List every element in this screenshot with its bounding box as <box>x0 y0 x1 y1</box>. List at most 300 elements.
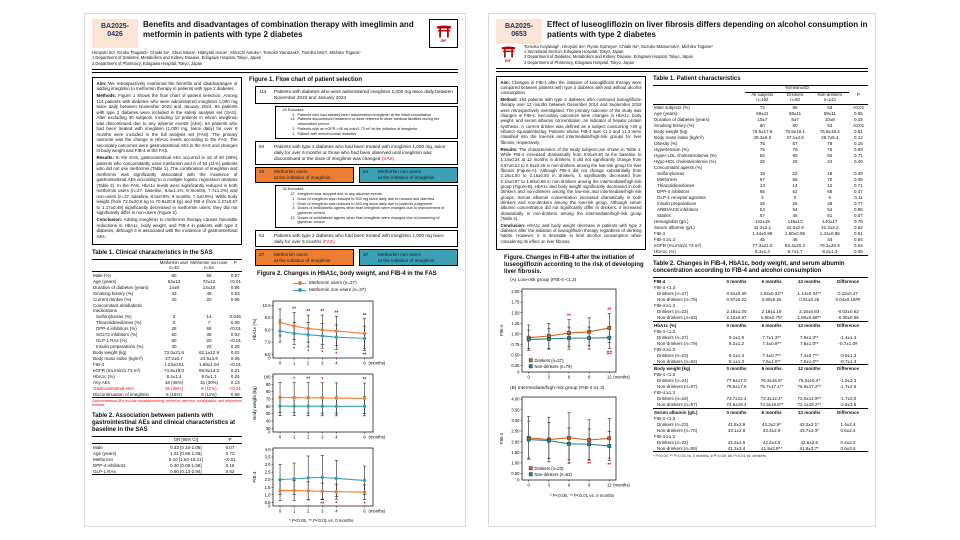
table-cell: 0.15 <box>854 117 863 123</box>
table-cell: 80 <box>792 123 798 129</box>
table-cell <box>159 302 190 313</box>
table-cell: -0.02±0.52 <box>837 309 859 315</box>
svg-text:1.25: 1.25 <box>511 320 520 326</box>
table-cell: Non-drinkers (n=79) <box>657 297 698 303</box>
svg-text:9: 9 <box>587 374 591 380</box>
table-cell: eGFR (mL/min/1.73 m²) <box>93 367 141 373</box>
table-cell: 72.0±12.9** <box>797 396 821 402</box>
table-cell: 0.84 <box>854 237 863 243</box>
svg-text:**: ** <box>362 376 367 383</box>
svg-text:HbA1c (%): HbA1c (%) <box>252 318 257 341</box>
left-poster-right-column <box>249 77 458 523</box>
table-cell: <0.01 <box>229 361 241 367</box>
table-cell: 73.7±12.4 <box>726 396 747 402</box>
table-cell: 43.1±2.8 <box>727 427 746 433</box>
teal-line-swatch <box>293 289 306 292</box>
svg-text:(months): (months) <box>368 360 386 366</box>
excluded-item: 1 Dose of imeglimin was reduced to 500 mg twice daily due to nausea and diarrhea <box>292 196 435 201</box>
table-cell: FIB-4 <1.3 <box>654 415 676 421</box>
table-cell <box>189 302 228 313</box>
table-cell: Hypo-HDL cholesterolemia (%) <box>654 159 716 165</box>
table-cell: 0.60 [0.13-2.94] <box>170 468 202 474</box>
table-cell: 9.1±1.9 <box>729 334 744 340</box>
svg-text:**: ** <box>334 310 339 317</box>
svg-text:4.0: 4.0 <box>264 446 271 452</box>
table-cell: 63 <box>827 105 833 111</box>
svg-text:*: * <box>321 376 324 383</box>
table-cell: 72.1±18.2** <box>797 402 821 408</box>
table-cell: 58±11 <box>788 111 802 117</box>
table-cell: 43.7±3.3* <box>799 427 819 433</box>
table-cell: 60 <box>171 331 177 337</box>
table-cell: 12 months <box>790 408 828 415</box>
table-cell: 18 (45%) <box>164 379 184 385</box>
flow-box-114 <box>255 86 458 104</box>
table-header-cell: P <box>218 437 242 444</box>
svg-text:1: 1 <box>292 508 296 514</box>
table-cell: 77.6±17.0 <box>726 378 747 384</box>
table-cell: 20 <box>206 337 212 343</box>
table-cell: Drinkers (n=24) <box>657 378 689 384</box>
table-cell: 0.86 <box>230 284 240 290</box>
table-cell: 54 <box>792 207 798 213</box>
table-cell: DPP-4 inhibitors <box>657 189 690 195</box>
table-cell: Non-drinkers (n=62) <box>657 358 698 364</box>
table-cell: 1.80±0.68** <box>797 315 821 321</box>
metformin-users-box: 40 Metformin users at the initiation of imeglimin <box>255 167 354 183</box>
table-cell: Drinkers (n=22) <box>657 439 689 445</box>
flow-excluded-20 <box>275 106 458 139</box>
table-cell: 6 (15%) <box>166 391 182 397</box>
table-cell: 83.4±20.3 <box>785 243 806 249</box>
table-cell: 69 <box>206 325 212 331</box>
table-cell: 0 months <box>720 278 753 285</box>
table-row <box>653 278 868 285</box>
table-cell: 12 months <box>790 278 828 285</box>
svg-text:0.75: 0.75 <box>511 342 520 348</box>
right-figure-footnote: * P<0.05, ** P<0.01 vs. 0 months <box>550 493 615 499</box>
figure2-footnote: * P<0.05, ** P<0.01 vs. 0 months <box>289 517 354 523</box>
svg-text:6.0: 6.0 <box>264 351 271 357</box>
svg-text:6: 6 <box>363 434 366 440</box>
svg-text:1.00: 1.00 <box>511 331 520 337</box>
right-id-line1: BA2025- <box>504 23 533 30</box>
table-cell: <0.01 <box>852 105 865 111</box>
svg-text:12: 12 <box>606 374 612 380</box>
left-abstract-box <box>92 77 242 245</box>
svg-text:2: 2 <box>307 508 310 514</box>
table-cell: 0.24 <box>230 373 240 379</box>
table-cell: FIB-4 <1.3 <box>654 372 676 378</box>
fib4-highrisk-chart <box>498 392 648 492</box>
table-cell: 42.6±2.6 <box>800 439 818 445</box>
table-cell: 13 <box>759 183 765 189</box>
table-cell: 59±11 <box>823 111 836 117</box>
table-cell: FIB-4 ≥1.3 <box>654 390 675 396</box>
table-cell: 14 <box>206 313 212 319</box>
table-cell: 12 months <box>790 321 828 328</box>
table-cell: SGLT2 inhibitors (%) <box>96 331 138 337</box>
flow-count: 94 <box>259 143 265 149</box>
table-cell: 22 <box>792 171 798 177</box>
table-header-cell: Metformin user n=40 <box>159 259 189 270</box>
table-cell: 1.01 [0.96-1.06] <box>170 450 202 456</box>
table-cell: 43 <box>171 290 177 296</box>
table-cell: 43.4±2.9 <box>762 427 781 433</box>
flow-text: Patients with type 2 diabetes who had been treated with imeglimin 1,000 mg, twice daily for over 6 months or those who had been observed until imeglimin was discontinued or the dose of imeglimin was changed (SAS) <box>274 143 446 161</box>
table-cell: FIB-4 ≥1.3 <box>654 433 675 439</box>
table-cell: -0.8±1.3 <box>839 352 857 358</box>
table-cell: 0.49 <box>854 171 863 177</box>
table-cell: 82 <box>759 153 765 159</box>
svg-text:*: * <box>568 461 570 468</box>
idf-congress-logo <box>496 44 520 65</box>
table-cell: 12 <box>827 183 833 189</box>
table-cell: 0.71 <box>854 183 863 189</box>
table-cell: 62 <box>792 189 798 195</box>
metformin-nonusers-box: 54 Metformin non-users at the initiation of imeglimin <box>359 167 458 183</box>
table-cell: 75 <box>759 141 765 147</box>
table-cell: 1.4±2.4 <box>840 421 856 427</box>
table-cell: 0.13 <box>230 379 240 385</box>
table-cell: Serum albumin (g/L) <box>654 225 695 231</box>
table-cell: 0.08 <box>854 249 863 255</box>
table-header-cell <box>653 85 745 92</box>
table-cell: 27.2±6.7 <box>165 355 183 361</box>
table-cell: 10±8 <box>824 117 835 123</box>
svg-text:**: ** <box>607 307 612 314</box>
svg-text:0.5: 0.5 <box>264 499 271 505</box>
table-cell: 148±13 <box>787 219 803 225</box>
svg-text:*: * <box>293 376 296 383</box>
flow-box-94 <box>255 141 458 165</box>
svg-text:**: ** <box>306 376 311 383</box>
header-divider <box>92 69 458 73</box>
table-cell: 0.22±0.27 <box>838 291 859 297</box>
table-cell: FIB-4 <box>654 231 666 237</box>
svg-text:12: 12 <box>606 482 612 488</box>
left-poster-left-column <box>92 77 242 523</box>
table-cell: 140±17 <box>822 219 838 225</box>
figure-a-label: (A) Low-risk group (FIB-4 <1.3) <box>510 278 577 284</box>
svg-text:6: 6 <box>567 482 571 488</box>
svg-text:0: 0 <box>278 434 282 440</box>
right-abstract-id <box>496 19 542 44</box>
table-cell: 42.4±3.5 <box>762 439 781 445</box>
table-cell: 82 <box>827 153 833 159</box>
abstract-paragraph: Conclusion: HbA1c and body weight decrease in patients with type 2 diabetes after the initiation of luseogliflozin therapy regardless of drinking habits. However, it is desirable to limit alcohol consumption when considering its effect on liver fibrosis. <box>500 222 642 244</box>
left-id-line2: 0426 <box>107 31 123 39</box>
table-cell: Metformin <box>657 177 678 183</box>
table-cell: 19 <box>759 171 765 177</box>
table-cell: 1.14±0.34** <box>797 291 821 297</box>
table-cell: Thiazolidinediones (%) <box>96 319 142 325</box>
table-cell: 0.33 [0.10-1.06] <box>170 444 202 450</box>
abstract-paragraph: Results: In the SAS, gastrointestinal AEs occurred in 15 of 40 (38%) patients who concomitantly used metformin and 6 of 54 (11%) patients who did not use metformin (Table 1). The combination of imeglimin and metformin was significantly associated with the incidence of gastrointestinal AEs according to a multiple logistic regression analysis (Table 2). In the FAS, HbA1c levels were significantly reduced in both metformin users (n=27, baseline, 8.6±1.1%; 6 months, 7.7±1.2%) and non-users (n=37, baseline, 8.0±0.9%; 6 months, 7.4±0.9%). While body weight (from 72.0±20.6 kg to 70.9±20.8 kg) and FIB-4 (from 1.27±0.67 to 1.17±0.49) significantly decreased in metformin users, they did not significantly differ in non-users (Figure 2). <box>96 155 238 216</box>
flow-text: Patients with type 2 diabetes who had been treated with imeglimin 1,000 mg twice daily for over 6 months (FAS) <box>274 232 444 244</box>
table-cell: 75.9±15.1 <box>785 129 806 135</box>
excluded-item: 13 Patients discontinued treatment or were referred to other medical facilities during the observation period <box>290 117 440 127</box>
table-cell: 53 <box>827 123 833 129</box>
table-cell: 16 (30%) <box>199 379 219 385</box>
right-poster-columns <box>496 76 868 498</box>
left-abstract-id <box>92 19 138 48</box>
table-cell: 1.44±0.88 <box>752 231 773 237</box>
table-cell: GLP-1 RAs (%) <box>96 337 128 343</box>
right-id-line2: 0653 <box>511 31 527 39</box>
right-table1-title: Table 1. Patient characteristics <box>653 75 741 82</box>
svg-text:6: 6 <box>363 360 366 366</box>
table-cell: 0.91 <box>854 129 863 135</box>
table-cell: Difference <box>828 365 868 372</box>
table-cell: 72±12 <box>202 278 216 284</box>
left-table2-head <box>92 437 242 444</box>
abstract-paragraph: Aim: Changes in FIB-4 after the initiation of luseogliflozin therapy were compared between patients with type 2 diabetes with and without alcohol consumption. <box>500 79 642 96</box>
poster-ba2025-0426 <box>84 13 466 527</box>
table-cell: 1.23±0.61 <box>164 361 185 367</box>
table-cell: 8.4±1.4 <box>166 373 182 379</box>
svg-text:0.50: 0.50 <box>511 471 520 477</box>
svg-text:*: * <box>293 346 296 353</box>
table-cell: 76.3±16.5* <box>760 378 783 384</box>
right-byline-row <box>496 44 868 65</box>
table-row <box>653 225 868 231</box>
table-cell: 66 <box>206 272 212 278</box>
table-cell: 0.07 <box>225 444 235 450</box>
table-cell: 73.0±21.6 <box>164 349 185 355</box>
table-cell: 46 <box>792 237 798 243</box>
table-header-cell: All subjects n=192 <box>745 92 779 104</box>
svg-text:Drinkers (n=27): Drinkers (n=27) <box>534 358 564 364</box>
table-cell: 4 <box>761 195 764 201</box>
table-cell: 74.8±19.0 <box>164 367 185 373</box>
table-cell: 42.2±3.2 <box>821 225 839 231</box>
table-cell: 0.28 <box>230 343 240 349</box>
right-poster-right-column <box>653 76 868 498</box>
table-cell: Drinkers (n=23) <box>657 421 689 427</box>
table-cell: 41.2±3.4 <box>727 445 746 451</box>
table-cell <box>229 302 242 313</box>
table-cell: <0.01 <box>229 337 241 343</box>
table-cell: 0.62 <box>225 468 235 474</box>
table-cell: 7.7±1.3** <box>762 334 781 340</box>
svg-text:1: 1 <box>292 434 296 440</box>
table-cell: 10±7 <box>757 117 768 123</box>
table-header-cell <box>92 260 159 272</box>
table-cell: 45 <box>759 237 765 243</box>
table-cell: Duration of diabetes (years) <box>93 284 149 290</box>
table-cell: 8.2±1.3 <box>729 352 744 358</box>
table-cell: 0.06 <box>230 355 240 361</box>
table-cell: 3 <box>172 313 176 319</box>
svg-text:0: 0 <box>517 369 520 375</box>
torii-gate-icon <box>501 46 516 58</box>
legend-item-nonusers: Metformin non-users (n=37) <box>293 287 458 294</box>
table-cell: Statins <box>657 213 671 219</box>
svg-text:(months): (months) <box>368 434 386 440</box>
left-id-line1: BA2025- <box>100 23 129 30</box>
table-cell: 49 <box>206 290 212 296</box>
left-abstract <box>97 81 238 240</box>
table-cell: HbA1c (%) <box>654 249 676 255</box>
excluded-item: 2 Patients with an eGFR <45 mL/min/1.73 m² at the initiation of imeglimin <box>292 126 418 131</box>
table-cell: HbA1c (%) <box>653 321 720 328</box>
table-cell: GLP-1 RAs <box>93 468 116 474</box>
table-cell: 6 (11%) <box>201 391 217 397</box>
svg-text:0.50: 0.50 <box>511 352 520 358</box>
table-cell: 76.5±17.6 <box>752 129 773 135</box>
table-cell: 7.4±0.7** <box>762 352 781 358</box>
table-cell: Age (years) <box>654 111 678 117</box>
table-cell: 28 <box>171 325 177 331</box>
table-cell: 0.71 <box>854 153 863 159</box>
abstract-paragraph: Conclusion: Adding imeglimin to metformin therapy causes favorable reductions in HbA1c, body weight, and FIB-4 in patients with type 2 diabetes, although it is associated with the incidence of gastrointestinal AEs. <box>96 217 238 239</box>
table-cell: Metformin <box>93 456 114 462</box>
svg-text:**: ** <box>607 462 612 469</box>
table-cell: 7 <box>207 319 211 325</box>
table-row <box>653 365 868 372</box>
table-cell: 0.91±0.26 <box>799 297 820 303</box>
flow-box-64 <box>255 230 458 248</box>
table-cell: 42.2±2.9 <box>727 439 746 445</box>
table-cell: 8.7±1.7 <box>787 249 803 255</box>
table-cell: 0.62 <box>854 225 863 231</box>
table-cell: <0.01 <box>224 456 236 462</box>
metformin-nonusers-box: 37 Metformin non-users at the initiation of imeglimin <box>359 249 458 265</box>
svg-text:1.5: 1.5 <box>264 484 271 490</box>
svg-text:*: * <box>307 348 310 355</box>
svg-text:3: 3 <box>321 434 324 440</box>
hba1c-line-chart <box>251 295 403 369</box>
idf-congress-logo <box>429 19 458 48</box>
table-cell: 8.0±1.1 <box>201 373 217 379</box>
right-affiliation-1: 1 Secretarial Section, Edogawa Hospital, Tokyo, Japan <box>524 49 624 55</box>
table-cell: 6 months <box>753 321 791 328</box>
figure1-title: Figure 1. Flow chart of patient selection <box>249 76 363 83</box>
svg-text:100: 100 <box>263 374 271 380</box>
table-cell: 0.09 <box>230 319 240 325</box>
table-cell: 0.12 <box>854 135 863 141</box>
svg-text:50: 50 <box>265 410 271 416</box>
left-authors: Hiroyuki Ito¹, Emiko Tsugami², Chiaki Ito¹, Shun Miura¹, Hideyuki Inoue¹, Shinichi Antoku¹, Tomoko Yamazaki¹, Toshiko Mori¹, Michiko Togane¹ <box>92 50 361 55</box>
table-cell: 0.68 <box>230 391 240 397</box>
table-cell: Body weight (kg) <box>654 129 688 135</box>
table-cell: Non-drinkers (n=57) <box>657 402 698 408</box>
table-cell: Smoking history (%) <box>93 290 134 296</box>
flow-excluded-30 <box>275 185 458 228</box>
table-cell: 42.2±3.1 <box>753 225 772 231</box>
table-row <box>653 243 868 249</box>
table-cell: Body mass index (kg/m²) <box>654 135 704 141</box>
flow-count: 64 <box>259 232 265 238</box>
table-cell: Smoking history (%) <box>654 123 695 129</box>
excluded-item: 13 Doses of antidiabetic agents other than imeglimin were changed due to worsening of glycemic control <box>290 215 440 225</box>
right-affiliation-3: 3 Department of Pharmacy, Edogawa Hospital, Tokyo, Japan <box>524 59 635 65</box>
table-cell: 59±11 <box>756 111 769 117</box>
table-cell: Non-drinkers (n=63) <box>657 315 698 321</box>
table-cell: 1.89±1.04 <box>198 361 219 367</box>
table-cell: -0.7±1.3 <box>839 358 857 364</box>
table-header-cell: Metformin non-user n=54 <box>190 259 228 270</box>
svg-text:3: 3 <box>321 360 324 366</box>
table-cell: <0.01 <box>229 278 241 284</box>
table-cell: Concomitant agents (%) <box>654 165 703 171</box>
svg-text:*: * <box>335 351 338 358</box>
table-cell: 0.07 <box>854 213 863 219</box>
abstract-paragraph: Methods: Figure 1 shows the flow chart of patient selection. Among 114 patients with diabetes who were administered imeglimin 1,000 mg twice daily between November 2022 and January 2024, 94 patients with type 2 diabetes were included in the safety analysis set (SAS). After excluding 30 subjects, including 12 patients in whom imeglimin was discontinued due to any adverse events (AEs), 64 patients who had been treated with imeglimin (1,000 mg, twice daily) for over 6 months were included in the full analysis set (FAS). The primary outcome was the change in HbA1c levels according to the FAS. The secondary outcomes were gastrointestinal AEs in the SAS and changes in body weight and FIB-4 in the FAS. <box>96 93 238 154</box>
table-cell: Insulin preparations <box>657 201 697 207</box>
table-cell: 44 <box>827 237 833 243</box>
table-cell: 28 <box>759 201 765 207</box>
svg-text:*: * <box>335 500 338 507</box>
table-cell: 60 <box>171 272 177 278</box>
table-cell: Discontinuation of imeglimin <box>93 391 150 397</box>
table-cell: 14±9 <box>169 284 179 290</box>
table-cell: 0.61 <box>854 231 863 237</box>
table-header-cell: OR [95% CI] <box>154 437 218 444</box>
svg-text:(months): (months) <box>613 482 630 488</box>
table-cell: 28.7±5.4 <box>821 135 839 141</box>
table-cell: 0.6±2.4 <box>840 427 856 433</box>
table-cell: Non-drinkers (n=70) <box>657 427 698 433</box>
table-cell: Concomitant antidiabetic medications <box>93 302 143 313</box>
table-cell: 0.04 <box>854 243 863 249</box>
svg-text:FIB-4: FIB-4 <box>252 471 257 483</box>
svg-text:0: 0 <box>527 482 530 488</box>
left-table2-title: Table 2. Association between patients with gastrointestinal AEs and clinical characteristics at baseline in the SAS <box>92 412 236 434</box>
table-cell: Difference <box>828 278 868 285</box>
svg-text:0: 0 <box>268 355 271 361</box>
table-cell: 30 <box>171 343 177 349</box>
svg-text:1.0: 1.0 <box>264 492 271 498</box>
table-cell: Obesity (%) <box>654 141 678 147</box>
table-row <box>92 302 242 313</box>
table-cell: 7.5±1.0** <box>800 340 819 346</box>
torii-gate-icon <box>436 25 452 38</box>
fib4-lowrisk-chart <box>498 284 648 384</box>
svg-text:**: ** <box>587 461 592 468</box>
right-header <box>496 19 868 44</box>
left-table2 <box>92 436 242 475</box>
table-cell: Drinkers (n=27) <box>657 334 689 340</box>
span-header: %/mean±SD <box>745 85 848 92</box>
table-cell: 76.9±17.2** <box>797 384 821 390</box>
table-cell: 0.16 <box>854 141 863 147</box>
table-cell: Drinkers (n=27) <box>657 291 689 297</box>
table-header-cell <box>653 92 745 104</box>
svg-text:6: 6 <box>363 508 366 514</box>
table-cell: <0.01 <box>229 385 241 391</box>
table-cell: 70 <box>827 177 833 183</box>
svg-text:80: 80 <box>265 388 271 394</box>
svg-text:**: ** <box>362 312 367 319</box>
table-cell: 60 <box>759 123 765 129</box>
table-cell: 6 months <box>753 408 791 415</box>
table-cell: 80 <box>792 153 798 159</box>
excluded-item: 4 Patients who had already been administered imeglimin at the initial consultation <box>292 112 432 117</box>
right-authors-block <box>524 44 713 65</box>
poster-ba2025-0653 <box>488 13 876 527</box>
table-cell: FIB-4 ≥1.3 <box>654 237 675 243</box>
table-cell: 1.50±0.95 <box>785 231 806 237</box>
table-cell: Gastrointestinal AEs <box>93 385 134 391</box>
table-cell: 0.40 <box>854 159 863 165</box>
table-cell: 0.04±0.18## <box>835 297 861 303</box>
excluded-item: 3 Doses of antidiabetic agents other than imeglimin were changed due to improvement of glycemic control <box>292 206 445 215</box>
table-cell: 56 <box>792 177 798 183</box>
table-cell: FIB-4 <box>653 278 720 285</box>
table-cell: 0.30 [0.06-1.68] <box>170 462 202 468</box>
